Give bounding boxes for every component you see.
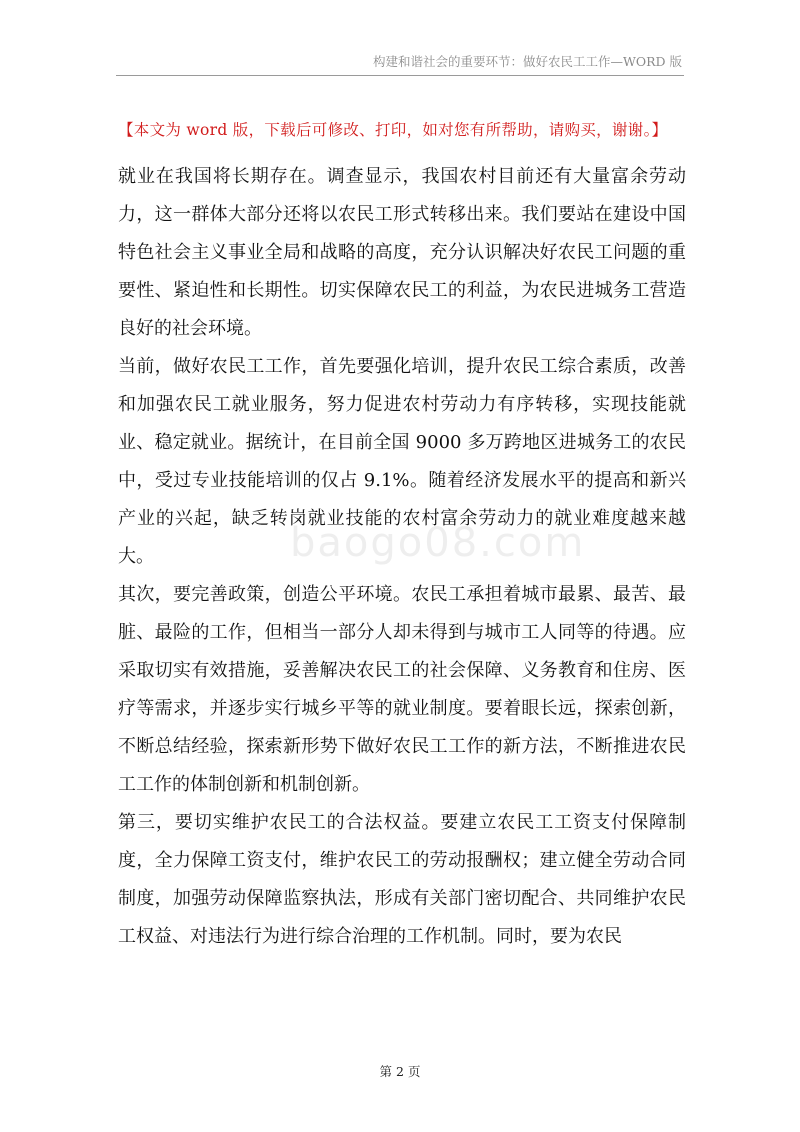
document-body	[118, 158, 686, 956]
header-divider	[116, 75, 684, 76]
purchase-notice: 【本文为 word 版，下载后可修改、打印，如对您有所帮助，请购买，谢谢。】	[118, 121, 668, 139]
paragraph: 当前，做好农民工工作，首先要强化培训，提升农民工综合素质，改善和加强农民工就业服务，努力促进农村劳动力有序转移，实现技能就业、稳定就业。据统计，在目前全国 9000 多万跨地区进城务工的农民中，受过专业技能培训的仅占 9.1%。随着经济发展水平的提高和新兴产业的兴起，缺乏转岗就业技能的农村富余劳动力的就业难度越来越大。	[118, 356, 686, 567]
running-header-title: 构建和谐社会的重要环节：做好农民工工作—WORD 版	[372, 54, 682, 69]
watermark-text: baogo08.com	[290, 520, 586, 566]
paragraph: 第三，要切实维护农民工的合法权益。要建立农民工工资支付保障制度，全力保障工资支付，维护农民工的劳动报酬权；建立健全劳动合同制度，加强劳动保障监察执法，形成有关部门密切配合、共同维护农民工权益、对违法行为进行综合治理的工作机制。同时，要为农民	[118, 812, 686, 947]
paragraph: 其次，要完善政策，创造公平环境。农民工承担着城市最累、最苦、最脏、最险的工作，但相当一部分人却未得到与城市工人同等的待遇。应采取切实有效措施，妥善解决农民工的社会保障、义务教育和住房、医疗等需求，并逐步实行城乡平等的就业制度。要着眼长远，探索创新，不断总结经验，探索新形势下做好农民工工作的新方法，不断推进农民工工作的体制创新和机制创新。	[118, 584, 686, 795]
page-number: 第 2 页	[379, 1064, 421, 1079]
paragraph: 就业在我国将长期存在。调查显示，我国农村目前还有大量富余劳动力，这一群体大部分还将以农民工形式转移出来。我们要站在建设中国特色社会主义事业全局和战略的高度，充分认识解决好农民工问题的重要性、紧迫性和长期性。切实保障农民工的利益，为农民进城务工营造良好的社会环境。	[118, 166, 686, 339]
